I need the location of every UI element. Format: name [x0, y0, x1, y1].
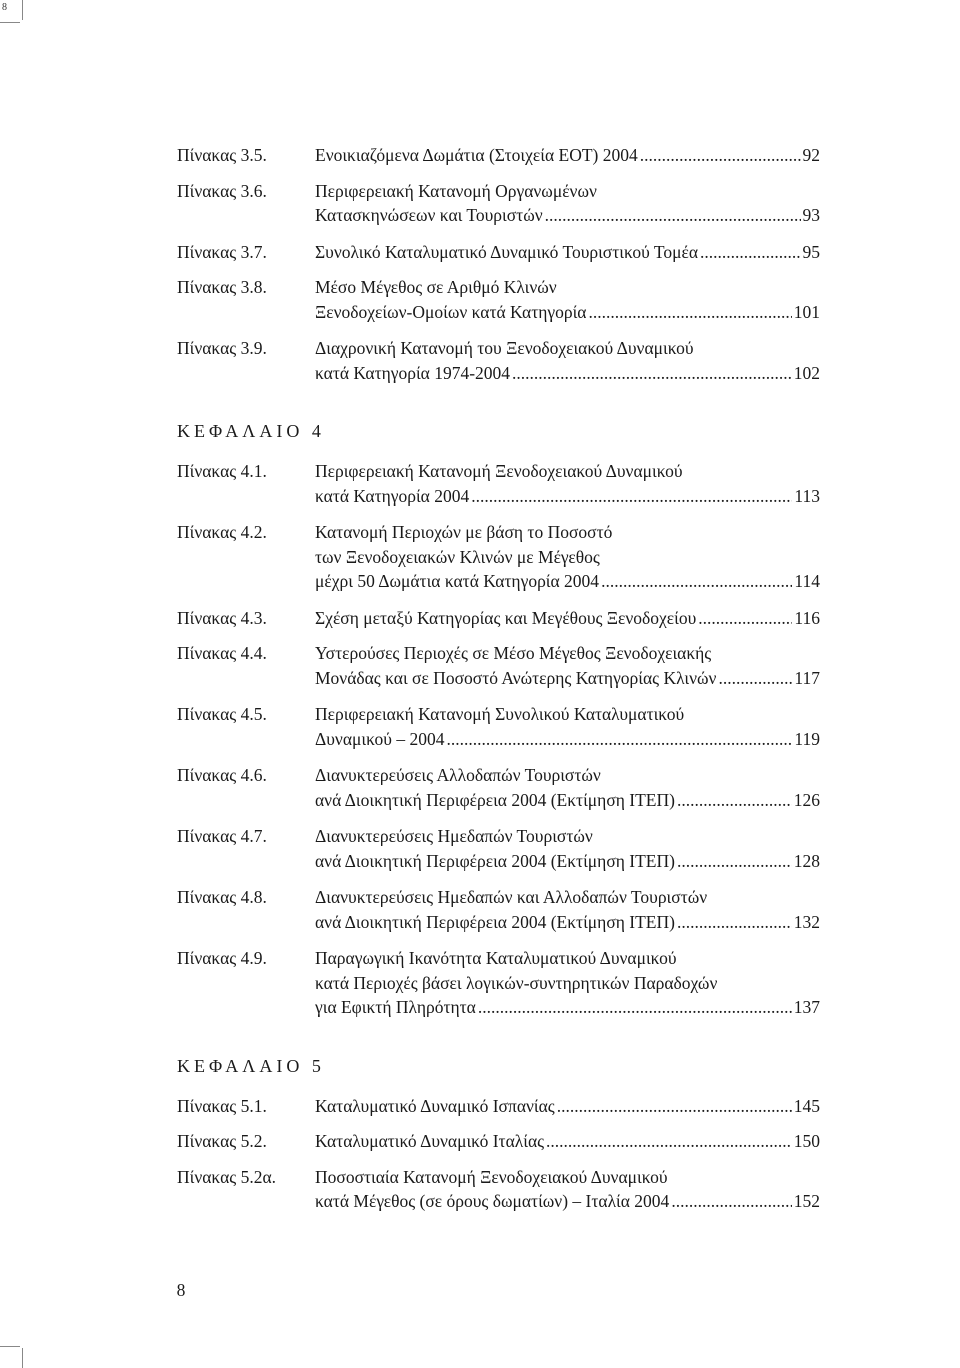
spacer	[177, 228, 837, 240]
toc-entry-title	[315, 641, 820, 690]
table-number: Πίνακας 4.3.	[177, 607, 267, 628]
title-line	[315, 995, 820, 1020]
dot-leader	[700, 240, 800, 265]
table-number: Πίνακας 4.5.	[177, 704, 267, 724]
title-text: Δυναμικού – 2004	[315, 728, 445, 749]
page-ref: 93	[802, 205, 820, 225]
dot-leader	[698, 606, 792, 631]
toc-entry[interactable]	[177, 885, 837, 934]
spacer	[177, 168, 837, 179]
title-line	[315, 545, 820, 570]
spacer	[177, 751, 837, 763]
title-line	[315, 666, 820, 691]
page-ref: 150	[793, 1131, 820, 1151]
title-line	[315, 459, 820, 484]
page-ref: 116	[794, 607, 820, 628]
toc-entry[interactable]	[177, 702, 837, 751]
toc-entry[interactable]	[177, 946, 837, 1020]
page-ref: 132	[793, 911, 820, 932]
dot-leader	[718, 666, 792, 691]
table-number: Πίνακας 5.1.	[177, 1095, 267, 1116]
crop-mark	[22, 0, 23, 20]
title-line	[315, 910, 820, 935]
page-ref: 102	[793, 362, 820, 383]
toc-entry[interactable]	[177, 1129, 837, 1154]
table-number: Πίνακας 4.6.	[177, 765, 267, 785]
toc-entry[interactable]	[177, 459, 837, 508]
toc-entry[interactable]	[177, 1165, 837, 1214]
title-line	[315, 1094, 820, 1119]
toc-entry[interactable]	[177, 520, 837, 594]
toc-entry-title	[315, 824, 820, 873]
toc-entry-title	[315, 763, 820, 812]
dot-leader	[512, 361, 792, 386]
crop-mark	[0, 1346, 20, 1347]
toc-entry-title	[315, 275, 820, 324]
table-number: Πίνακας 3.6.	[177, 180, 267, 201]
toc-entry[interactable]	[177, 275, 837, 324]
toc-entry-title	[315, 520, 820, 594]
dot-leader	[601, 569, 792, 594]
page-ref: 152	[793, 1191, 820, 1211]
chapter-heading: ΚΕΦΑΛΑΙΟ 5	[177, 1055, 325, 1076]
title-text: κατά Μέγεθος (σε όρους δωματίων) – Ιταλία 2004	[315, 1191, 670, 1211]
toc-entry[interactable]	[177, 336, 837, 385]
table-number: Πίνακας 4.9.	[177, 948, 267, 968]
title-line	[315, 336, 820, 361]
title-line	[315, 824, 820, 849]
page-ref: 145	[793, 1095, 820, 1116]
table-number: Πίνακας 5.2α.	[177, 1166, 276, 1187]
dot-leader	[546, 1129, 792, 1154]
table-number: Πίνακας 4.7.	[177, 826, 267, 846]
toc-entry[interactable]	[177, 240, 837, 265]
toc-entry[interactable]	[177, 641, 837, 690]
crop-mark	[0, 22, 20, 23]
table-number: Πίνακας 4.4.	[177, 643, 267, 663]
title-line	[315, 1165, 820, 1190]
title-text: Υστερούσες Περιοχές σε Μέσο Μέγεθος Ξενοδοχειακής	[315, 643, 712, 663]
dot-leader	[588, 300, 791, 325]
title-text: ανά Διοικητική Περιφέρεια 2004 (Εκτίμηση ΙΤΕΠ)	[315, 850, 675, 871]
title-line	[315, 885, 820, 910]
dot-leader	[557, 1094, 792, 1119]
title-text: Συνολικό Καταλυματικό Δυναμικό Τουριστικού Τομέα	[315, 241, 699, 262]
title-line	[315, 849, 820, 874]
title-line	[315, 203, 820, 228]
title-text: Περιφερειακή Κατανομή Ξενοδοχειακού Δυναμικού	[315, 461, 683, 481]
table-number: Πίνακας 5.2.	[177, 1131, 267, 1151]
toc-entry-title	[315, 702, 820, 751]
toc-entry-title	[315, 336, 820, 385]
title-text: ανά Διοικητική Περιφέρεια 2004 (Εκτίμηση ΙΤΕΠ)	[315, 911, 675, 932]
title-text: Καταλυματικό Δυναμικό Ιταλίας	[315, 1131, 545, 1151]
title-text: Περιφερειακή Κατανομή Οργανωμένων	[315, 180, 597, 201]
spacer	[177, 508, 837, 520]
dot-leader	[677, 788, 792, 813]
spacer	[177, 594, 837, 606]
title-line	[315, 946, 820, 971]
table-number: Πίνακας 3.7.	[177, 241, 267, 262]
title-text: Διανυκτερεύσεις Ημεδαπών και Αλλοδαπών Τουριστών	[315, 887, 708, 907]
title-line	[315, 727, 820, 752]
spacer	[177, 873, 837, 885]
title-text: Περιφερειακή Κατανομή Συνολικού Καταλυματικού	[315, 704, 685, 724]
title-line	[315, 1189, 820, 1214]
title-line	[315, 763, 820, 788]
title-line	[315, 240, 820, 265]
title-line	[315, 1129, 820, 1154]
toc-entry-title	[315, 606, 820, 631]
title-text: κατά Κατηγορία 2004	[315, 485, 470, 506]
toc-entry-title	[315, 459, 820, 508]
title-text: ανά Διοικητική Περιφέρεια 2004 (Εκτίμηση ΙΤΕΠ)	[315, 789, 675, 810]
spacer	[177, 1214, 837, 1226]
title-line	[315, 275, 820, 300]
dot-leader	[677, 910, 792, 935]
page-ref: 113	[794, 485, 820, 506]
toc-entry-title	[315, 1165, 820, 1214]
spacer	[177, 1154, 837, 1165]
dot-leader	[677, 849, 792, 874]
toc-entry[interactable]	[177, 1094, 837, 1119]
title-line	[315, 300, 820, 325]
title-text: Κατανομή Περιοχών με βάση το Ποσοστό	[315, 522, 613, 542]
toc-entry-title	[315, 946, 820, 1020]
title-line	[315, 179, 820, 204]
spacer	[177, 264, 837, 275]
title-text: Καταλυματικό Δυναμικό Ισπανίας	[315, 1095, 555, 1116]
title-text: Κατασκηνώσεων και Τουριστών	[315, 205, 543, 225]
title-line	[315, 484, 820, 509]
title-text: Ενοικιαζόμενα Δωμάτια (Στοιχεία ΕΟΤ) 2004	[315, 145, 638, 165]
toc-entry-title	[315, 143, 820, 168]
dot-leader	[545, 203, 801, 228]
page-ref: 114	[794, 571, 820, 591]
title-line	[315, 143, 820, 168]
title-text: κατά Περιοχές βάσει λογικών-συντηρητικών Παραδοχών	[315, 972, 718, 993]
toc-entry[interactable]	[177, 606, 837, 631]
page-ref: 117	[794, 667, 820, 688]
title-text: Διαχρονική Κατανομή του Ξενοδοχειακού Δυναμικού	[315, 338, 694, 358]
title-line	[315, 569, 820, 594]
dot-leader	[640, 143, 801, 168]
title-text: Μονάδας και σε Ποσοστό Ανώτερης Κατηγορίας Κλινών	[315, 667, 717, 688]
table-of-tables	[177, 143, 837, 1226]
title-text: Σχέση μεταξύ Κατηγορίας και Μεγέθους Ξενοδοχείου	[315, 607, 697, 628]
page-number: 8	[176, 1280, 186, 1300]
title-line	[315, 971, 820, 996]
dot-leader	[671, 1189, 791, 1214]
crop-mark	[22, 1348, 23, 1368]
title-line	[315, 606, 820, 631]
spacer	[177, 1020, 837, 1032]
table-number: Πίνακας 4.1.	[177, 461, 267, 481]
dot-leader	[471, 484, 792, 509]
toc-entry[interactable]	[177, 763, 837, 812]
table-number: Πίνακας 3.5.	[177, 145, 267, 165]
toc-entry-title	[315, 240, 820, 265]
page-ref: 128	[793, 850, 820, 871]
toc-entry-title	[315, 179, 820, 228]
page-ref: 119	[794, 728, 820, 749]
spacer	[177, 1118, 837, 1129]
page-ref: 95	[802, 241, 820, 262]
spacer	[177, 324, 837, 336]
corner-page-label: 8	[2, 2, 7, 13]
table-number: Πίνακας 3.9.	[177, 338, 267, 358]
toc-entry-title	[315, 1094, 820, 1119]
title-text: κατά Κατηγορία 1974-2004	[315, 362, 511, 383]
toc-entry-title	[315, 885, 820, 934]
table-number: Πίνακας 4.2.	[177, 522, 267, 542]
title-text: Ποσοστιαία Κατανομή Ξενοδοχειακού Δυναμικού	[315, 1166, 668, 1187]
page-ref: 126	[793, 789, 820, 810]
title-text: μέχρι 50 Δωμάτια κατά Κατηγορία 2004	[315, 571, 600, 591]
title-text: Διανυκτερεύσεις Ημεδαπών Τουριστών	[315, 826, 593, 846]
title-text: Μέσο Μέγεθος σε Αριθμό Κλινών	[315, 277, 557, 297]
title-line	[315, 520, 820, 545]
title-text: Διανυκτερεύσεις Αλλοδαπών Τουριστών	[315, 765, 601, 785]
title-line	[315, 702, 820, 727]
table-number: Πίνακας 4.8.	[177, 887, 267, 907]
spacer	[177, 690, 837, 702]
title-text: Παραγωγική Ικανότητα Καταλυματικού Δυναμικού	[315, 948, 677, 968]
table-number: Πίνακας 3.8.	[177, 277, 267, 297]
toc-entry[interactable]	[177, 179, 837, 228]
title-text: για Εφικτή Πληρότητα	[315, 997, 476, 1017]
toc-entry[interactable]	[177, 143, 837, 168]
dot-leader	[478, 995, 792, 1020]
chapter-heading: ΚΕΦΑΛΑΙΟ 4	[177, 421, 325, 441]
spacer	[177, 385, 837, 397]
spacer	[177, 630, 837, 641]
page-ref: 101	[793, 301, 820, 322]
toc-entry-title	[315, 1129, 820, 1154]
page-ref: 137	[793, 997, 820, 1017]
title-line	[315, 788, 820, 813]
dot-leader	[446, 727, 792, 752]
spacer	[177, 812, 837, 824]
toc-entry[interactable]	[177, 824, 837, 873]
title-line	[315, 641, 820, 666]
page-ref: 92	[802, 145, 820, 165]
title-text: Ξενοδοχείων-Ομοίων κατά Κατηγορία	[315, 301, 587, 322]
title-text: των Ξενοδοχειακών Κλινών με Μέγεθος	[315, 546, 600, 567]
spacer	[177, 934, 837, 946]
title-line	[315, 361, 820, 386]
